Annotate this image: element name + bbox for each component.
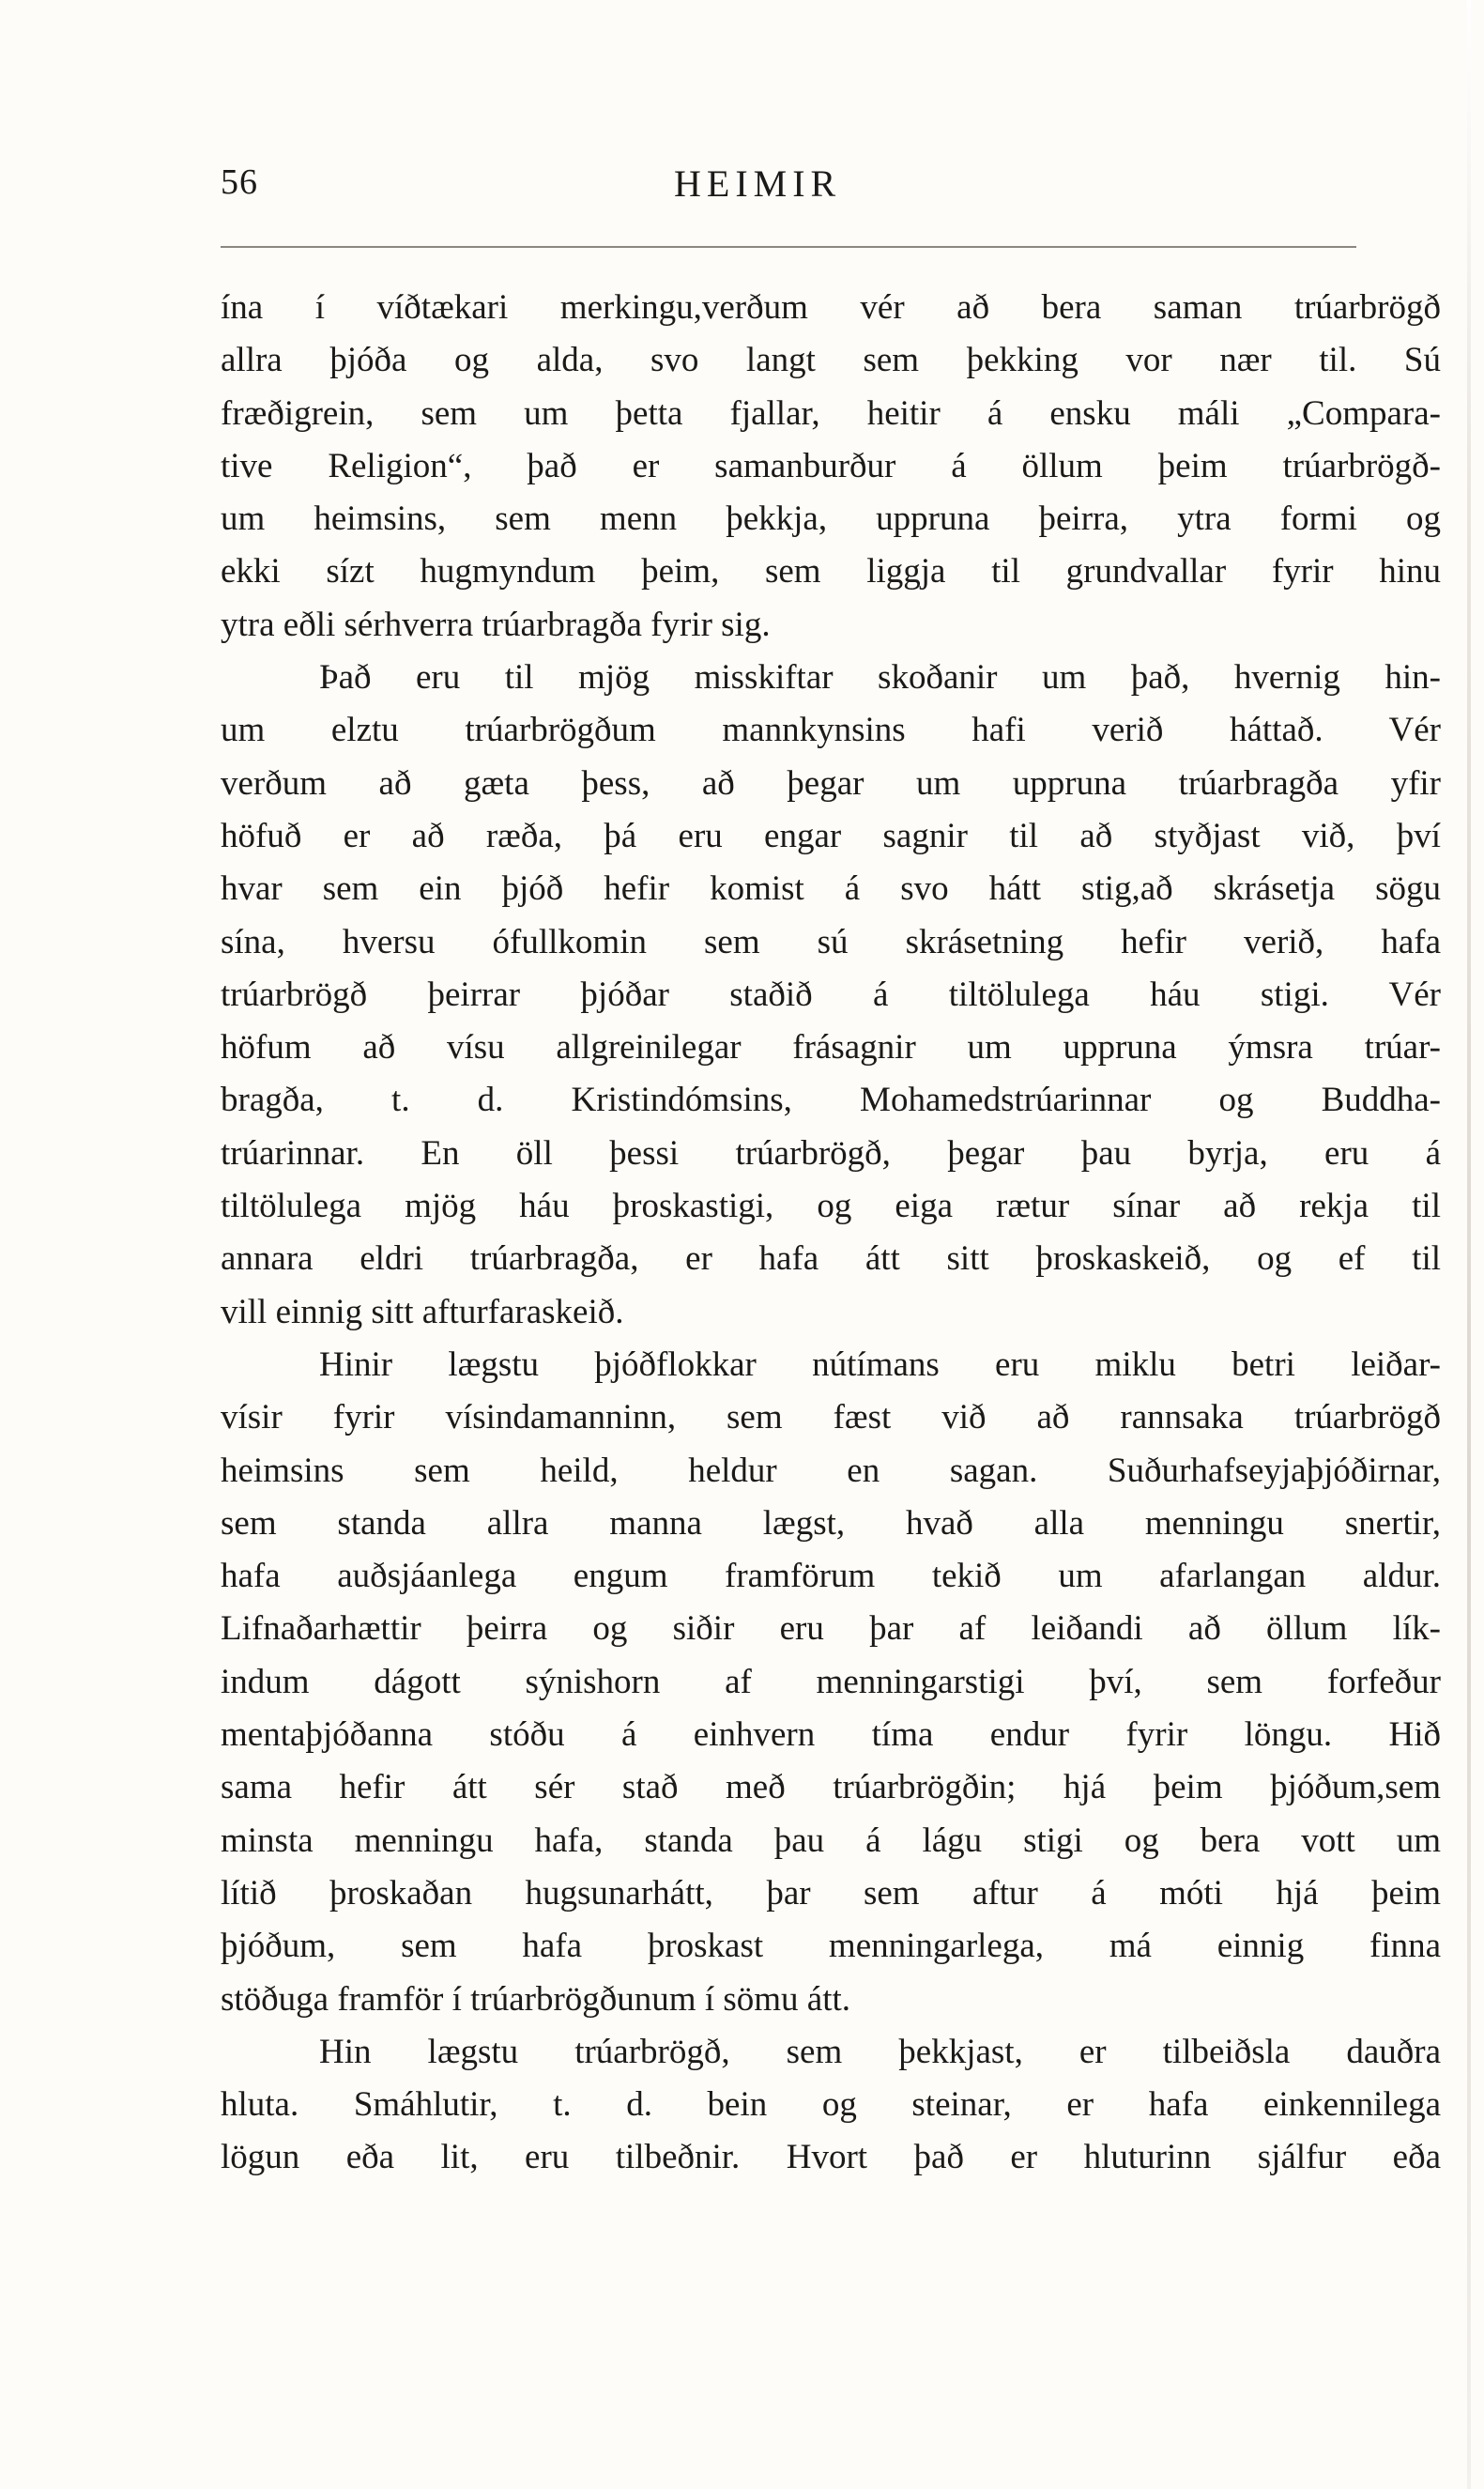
text-line: höfum að vísu allgreinilegar frásagnir um uppruna ýmsra trúar- [221, 1028, 1441, 1068]
text-line: vísir fyrir vísindamanninn, sem fæst við að rannsaka trúarbrögð [221, 1398, 1441, 1437]
page-number: 56 [221, 162, 258, 202]
running-head: HEIMIR [674, 162, 842, 205]
page-edge-shadow [1467, 0, 1471, 2489]
text-line: sína, hversu ófullkomin sem sú skrásetning hefir verið, hafa [221, 922, 1441, 961]
text-line: minsta menningu hafa, standa þau á lágu stigi og bera vott um [221, 1821, 1441, 1860]
text-line: allra þjóða og alda, svo langt sem þekking vor nær til. Sú [221, 341, 1441, 380]
text-line: annara eldri trúarbragða, er hafa átt sitt þroskaskeið, og ef til [221, 1239, 1441, 1279]
text-line: hvar sem ein þjóð hefir komist á svo hátt stig,að skrásetja sögu [221, 869, 1441, 909]
text-line: heimsins sem heild, heldur en sagan. Suðurhafseyjaþjóðirnar, [221, 1451, 1441, 1490]
text-line: sama hefir átt sér stað með trúarbrögðin; hjá þeim þjóðum,sem [221, 1768, 1441, 1807]
text-line: lögun eða lit, eru tilbeðnir. Hvort það er hluturinn sjálfur eða [221, 2138, 1441, 2177]
text-line: um heimsins, sem menn þekkja, uppruna þeirra, ytra formi og [221, 499, 1441, 539]
text-line: fræðigrein, sem um þetta fjallar, heitir á ensku máli „Compara- [221, 393, 1441, 433]
text-line: höfuð er að ræða, þá eru engar sagnir til að styðjast við, því [221, 816, 1441, 855]
text-line: Hin lægstu trúarbrögð, sem þekkjast, er tilbeiðsla dauðra [319, 2032, 1441, 2071]
text-line: Lifnaðarhættir þeirra og siðir eru þar af leiðandi að öllum lík- [221, 1609, 1441, 1649]
text-line: mentaþjóðanna stóðu á einhvern tíma endur fyrir löngu. Hið [221, 1715, 1441, 1755]
text-line: stöðuga framför í trúarbrögðunum í sömu átt. [221, 1979, 851, 2019]
body-text [221, 282, 1441, 2185]
text-line: þjóðum, sem hafa þroskast menningarlega, má einnig finna [221, 1927, 1441, 1966]
text-line: tiltölulega mjög háu þroskastigi, og eiga rætur sínar að rekja til [221, 1187, 1441, 1226]
text-line: Hinir lægstu þjóðflokkar nútímans eru miklu betri leiðar- [319, 1344, 1441, 1384]
text-line: vill einnig sitt afturfaraskeið. [221, 1292, 624, 1331]
text-line: um elztu trúarbrögðum mannkynsins hafi verið háttað. Vér [221, 711, 1441, 750]
header-rule [221, 246, 1356, 248]
text-line: ytra eðli sérhverra trúarbragða fyrir sig. [221, 605, 771, 644]
text-line: trúarinnar. En öll þessi trúarbrögð, þegar þau byrja, eru á [221, 1133, 1441, 1173]
text-line: trúarbrögð þeirrar þjóðar staðið á tiltölulega háu stigi. Vér [221, 975, 1441, 1014]
page-header [221, 161, 1347, 227]
text-line: verðum að gæta þess, að þegar um uppruna trúarbragða yfir [221, 763, 1441, 803]
text-line: tive Religion“, það er samanburður á öllum þeim trúarbrögð- [221, 446, 1441, 485]
text-line: hafa auðsjáanlega engum framförum tekið um afarlangan aldur. [221, 1557, 1441, 1596]
text-line: indum dágott sýnishorn af menningarstigi því, sem forfeður [221, 1662, 1441, 1701]
text-line: ína í víðtækari merkingu,verðum vér að bera saman trúarbrögð [221, 288, 1441, 327]
text-line: Það eru til mjög misskiftar skoðanir um það, hvernig hin- [319, 658, 1441, 698]
text-line: hluta. Smáhlutir, t. d. bein og steinar, er hafa einkennilega [221, 2085, 1441, 2125]
text-line: ekki sízt hugmyndum þeim, sem liggja til grundvallar fyrir hinu [221, 552, 1441, 592]
text-line: lítið þroskaðan hugsunarhátt, þar sem aftur á móti hjá þeim [221, 1873, 1441, 1913]
text-line: bragða, t. d. Kristindómsins, Mohamedstrúarinnar og Buddha- [221, 1081, 1441, 1120]
text-line: sem standa allra manna lægst, hvað alla menningu snertir, [221, 1503, 1441, 1543]
